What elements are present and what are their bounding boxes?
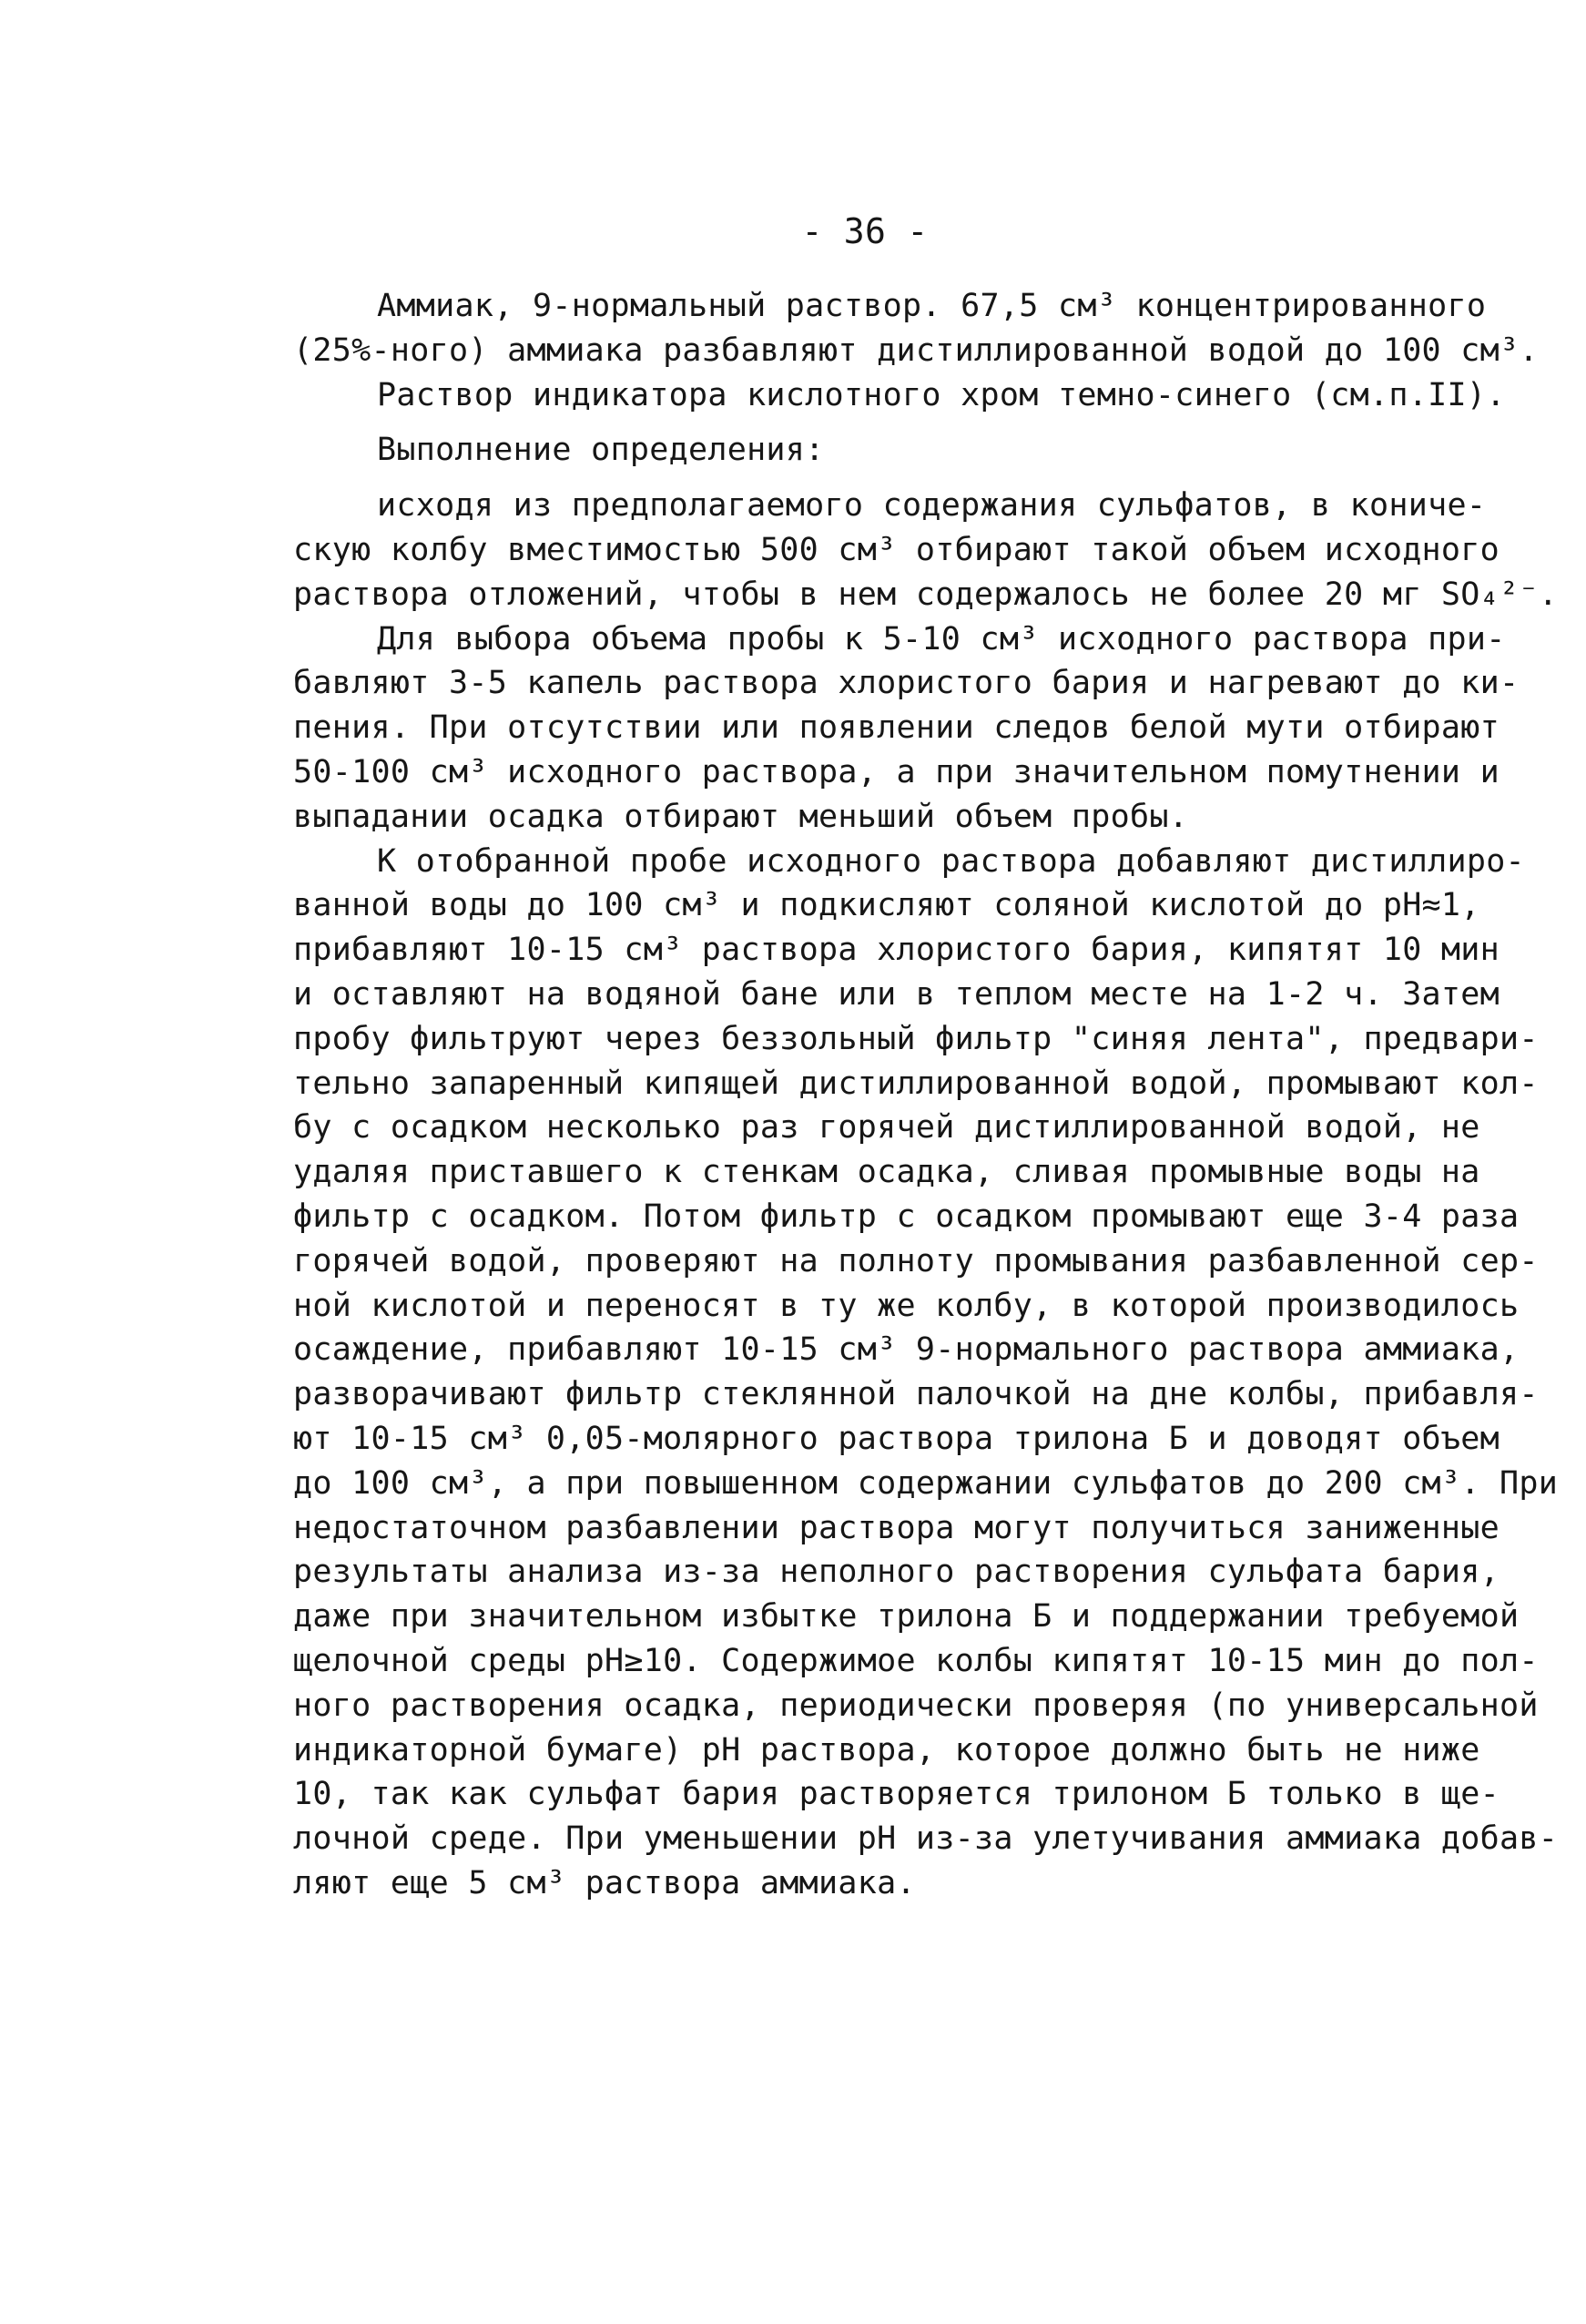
text-line: удаляя приставшего к стенкам осадка, сливая промывные воды на xyxy=(293,1154,1480,1190)
text-line: пробу фильтруют через беззольный фильтр "синяя лента", предвари- xyxy=(293,1021,1539,1057)
text-line: скую колбу вместимостью 500 см³ отбирают такой объем исходного xyxy=(293,532,1500,568)
text-line: раствора отложений, чтобы в нем содержалось не более 20 мг SO₄²⁻. xyxy=(293,576,1559,613)
text-line: (25%-ного) аммиака разбавляют дистиллированной водой до 100 см³. xyxy=(293,332,1539,369)
text-line: Для выбора объема пробы к 5-10 см³ исходного раствора при- xyxy=(377,621,1506,657)
text-line: ют 10-15 см³ 0,05-молярного раствора трилона Б и доводят объем xyxy=(293,1421,1500,1457)
text-line: прибавляют 10-15 см³ раствора хлористого бария, кипятят 10 мин xyxy=(293,932,1500,968)
text-line: 10, так как сульфат бария растворяется трилоном Б только в ще- xyxy=(293,1776,1500,1812)
text-line: осаждение, прибавляют 10-15 см³ 9-нормального раствора аммиака, xyxy=(293,1331,1520,1368)
text-line: горячей водой, проверяют на полноту промывания разбавленной сер- xyxy=(293,1243,1539,1279)
text-line: фильтр с осадком. Потом фильтр с осадком промывают еще 3-4 раза xyxy=(293,1198,1520,1235)
text-line: бавляют 3-5 капель раствора хлористого бария и нагревают до ки- xyxy=(293,665,1520,701)
text-line: результаты анализа из-за неполного растворения сульфата бария, xyxy=(293,1554,1500,1590)
text-line: Аммиак, 9-нормальный раствор. 67,5 см³ концентрированного xyxy=(377,288,1487,324)
text-line: недостаточном разбавлении раствора могут получиться заниженные xyxy=(293,1510,1500,1546)
text-line: разворачивают фильтр стеклянной палочкой на дне колбы, прибавля- xyxy=(293,1376,1539,1412)
text-line: выпадании осадка отбирают меньший объем пробы. xyxy=(293,799,1189,835)
text-line: пения. При отсутствии или появлении следов белой мути отбирают xyxy=(293,709,1500,746)
text-line: щелочной среды pH≥10. Содержимое колбы кипятят 10-15 мин до пол- xyxy=(293,1643,1539,1679)
text-line: К отобранной пробе исходного раствора добавляют дистиллиро- xyxy=(377,843,1525,880)
text-line: индикаторной бумаге) pH раствора, которое должно быть не ниже xyxy=(293,1732,1480,1768)
text-line: ляют еще 5 см³ раствора аммиака. xyxy=(293,1865,916,1901)
text-line: лочной среде. При уменьшении pH из-за улетучивания аммиака добав- xyxy=(293,1820,1559,1857)
text-line: даже при значительном избытке трилона Б и поддержании требуемой xyxy=(293,1598,1520,1635)
text-line: ванной воды до 100 см³ и подкисляют соляной кислотой до pH≈1, xyxy=(293,887,1480,923)
text-line: Выполнение определения: xyxy=(377,432,825,468)
text-line: тельно запаренный кипящей дистиллированной водой, промывают кол- xyxy=(293,1065,1539,1102)
text-line: 50-100 см³ исходного раствора, а при значительном помутнении и xyxy=(293,754,1500,790)
text-line: Раствор индикатора кислотного хром темно-синего (см.п.II). xyxy=(377,377,1506,413)
text-line: и оставляют на водяной бане или в теплом месте на 1-2 ч. Затем xyxy=(293,976,1500,1013)
text-line: ного растворения осадка, периодически проверяя (по универсальной xyxy=(293,1687,1539,1724)
text-line: ной кислотой и переносят в ту же колбу, в которой производилось xyxy=(293,1288,1520,1324)
text-line: бу с осадком несколько раз горячей дистиллированной водой, не xyxy=(293,1109,1480,1146)
page-number: - 36 - xyxy=(801,211,929,251)
text-line: исходя из предполагаемого содержания сульфатов, в кониче- xyxy=(377,487,1487,524)
text-line: до 100 см³, а при повышенном содержании сульфатов до 200 см³. При xyxy=(293,1465,1559,1502)
